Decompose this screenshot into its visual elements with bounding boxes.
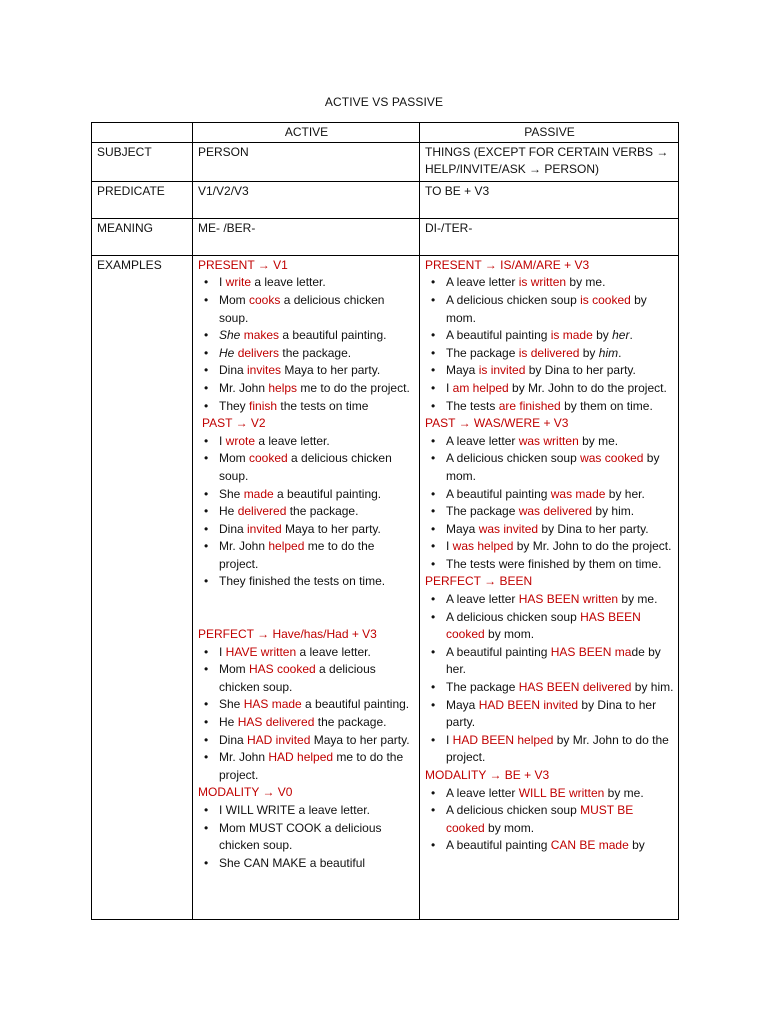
sentence-text: He [219, 715, 238, 730]
sentence-text: . [629, 328, 633, 343]
example-list [425, 591, 674, 767]
sentence-text: Maya to her party. [281, 363, 381, 378]
sentence-text: She [219, 697, 244, 712]
example-sentence [198, 820, 415, 855]
row-label: PREDICATE [92, 181, 193, 218]
sentence-text: by mom. [484, 627, 535, 642]
sentence-text: A delicious chicken soup [446, 292, 581, 307]
verb-highlight: invites [247, 363, 282, 378]
sentence-text: A delicious chicken soup [446, 803, 581, 818]
example-sentence [198, 345, 415, 363]
verb-highlight: write [225, 275, 252, 290]
example-sentence [198, 327, 415, 345]
section-heading: PERFECT → BEEN [425, 574, 533, 589]
sentence-text: A beautiful painting [446, 838, 551, 853]
active-cell: ME- /BER- [193, 218, 420, 255]
example-sentence [198, 486, 415, 504]
verb-highlight: HAVE written [225, 644, 297, 659]
sentence-text: me to do the project. [219, 539, 375, 571]
section-heading: PERFECT → Have/has/Had + V3 [198, 627, 377, 642]
examples-row [92, 255, 679, 919]
sentence-text: A leave letter [446, 785, 519, 800]
row-label: SUBJECT [92, 142, 193, 181]
sentence-text: Dina [219, 732, 248, 747]
sentence-text: a leave letter. [255, 433, 330, 448]
sentence-text: I [219, 275, 226, 290]
verb-highlight: MUST BE cooked [446, 803, 634, 835]
example-sentence [198, 398, 415, 416]
sentence-text: by mom. [446, 451, 660, 483]
verb-highlight: delivers [237, 345, 280, 360]
sentence-text: her [612, 328, 630, 343]
example-sentence [198, 362, 415, 380]
example-sentence [425, 450, 674, 485]
example-sentence [425, 521, 674, 539]
sentence-text: A leave letter [446, 433, 519, 448]
example-sentence [198, 732, 415, 750]
verb-highlight: HAS made [243, 697, 302, 712]
example-sentence [198, 573, 415, 591]
example-sentence [425, 591, 674, 609]
section-heading: MODALITY → BE + V3 [425, 768, 550, 782]
example-sentence [425, 802, 674, 837]
section-heading: PRESENT → IS/AM/ARE + V3 [425, 257, 590, 272]
verb-highlight: helped [268, 539, 305, 554]
sentence-text: The package [446, 345, 519, 360]
verb-highlight: is written [518, 275, 567, 290]
verb-highlight: makes [243, 328, 280, 343]
sentence-text: I [446, 380, 453, 395]
sentence-text: Maya to her party. [310, 732, 410, 747]
example-sentence [425, 732, 674, 767]
sentence-text: Mom MUST COOK a delicious chicken soup. [219, 820, 382, 853]
sentence-text: She [219, 328, 241, 343]
example-sentence [198, 450, 415, 485]
sentence-text: Mom [219, 662, 249, 677]
passive-cell: DI-/TER- [420, 218, 679, 255]
example-sentence [425, 503, 674, 521]
header-blank [92, 123, 193, 143]
sentence-text: by [628, 838, 645, 853]
example-list [198, 433, 415, 591]
sentence-text: a beautiful painting. [279, 328, 387, 343]
sentence-text: by mom. [484, 820, 535, 835]
passive-cell: TO BE + V3 [420, 181, 679, 218]
sentence-text: I WILL WRITE a leave letter. [219, 803, 370, 817]
sentence-text: The package [446, 504, 519, 519]
verb-highlight: made [243, 486, 274, 501]
verb-highlight: finish [249, 398, 278, 413]
example-sentence [198, 749, 415, 784]
example-sentence [425, 609, 674, 644]
sentence-text: a delicious chicken soup. [219, 662, 376, 694]
sentence-text: a leave letter. [251, 275, 326, 290]
section-heading: PAST → WAS/WERE + V3 [425, 416, 569, 431]
sentence-text: A delicious chicken soup [446, 609, 581, 624]
verb-highlight: was cooked [580, 451, 644, 466]
example-sentence [425, 486, 674, 504]
active-examples-cell [193, 255, 420, 919]
meaning-row [92, 218, 679, 255]
sentence-text: by Mr. John to do the project. [513, 539, 672, 554]
sentence-text: The tests [446, 398, 499, 413]
sentence-text: a delicious chicken soup. [219, 451, 392, 483]
sentence-text: by him. [592, 504, 635, 519]
example-sentence [425, 538, 674, 556]
example-sentence [198, 274, 415, 292]
sentence-text: A leave letter [446, 592, 519, 607]
sentence-text: Dina [219, 521, 248, 536]
sentence-text: by Dina to her party. [538, 521, 649, 536]
header-passive: PASSIVE [420, 123, 679, 143]
verb-highlight: cooked [249, 451, 288, 466]
sentence-text: by him. [631, 680, 674, 695]
sentence-text: They finished the tests on time. [219, 574, 386, 589]
sentence-text: by [592, 328, 613, 343]
example-sentence [198, 292, 415, 327]
example-list [198, 274, 415, 415]
verb-highlight: was invited [478, 521, 539, 536]
passive-cell: THINGS (EXCEPT FOR CERTAIN VERBS → HELP/INVITE/ASK → PERSON) [420, 142, 679, 181]
passive-examples-cell [420, 255, 679, 919]
sentence-text: by [579, 345, 599, 360]
sentence-text: Mr. John [219, 539, 269, 554]
verb-highlight: was written [518, 433, 579, 448]
verb-highlight: is delivered [518, 345, 580, 360]
section-heading: PAST → V2 [202, 416, 266, 431]
sentence-text: . [618, 345, 622, 360]
sentence-text: Mom [219, 292, 249, 307]
sentence-text: I [219, 644, 226, 659]
sentence-text: They [219, 398, 250, 413]
verb-highlight: HAS cooked [249, 662, 316, 677]
comparison-table [91, 122, 679, 920]
example-list [425, 785, 674, 855]
verb-highlight: HAD BEEN helped [452, 732, 554, 747]
verb-highlight: HAD BEEN invited [478, 697, 579, 712]
sentence-text: A beautiful painting [446, 486, 551, 501]
example-sentence [425, 556, 674, 574]
example-sentence [198, 661, 415, 696]
example-sentence [198, 696, 415, 714]
verb-highlight: cooks [249, 292, 281, 307]
sentence-text: me to do the project. [297, 380, 410, 395]
header-active: ACTIVE [193, 123, 420, 143]
verb-highlight: HAS BEEN cooked [446, 609, 641, 642]
verb-highlight: WILL BE written [518, 785, 605, 800]
sentence-text: Maya [446, 697, 479, 712]
verb-highlight: CAN BE made [550, 838, 629, 853]
example-list [198, 644, 415, 785]
sentence-text: the package. [279, 345, 352, 360]
sentence-text: The package [446, 680, 519, 695]
sentence-text: The tests were finished by them on time. [446, 556, 662, 571]
sentence-text: by Dina to her party. [525, 363, 636, 378]
sentence-text: by me. [618, 592, 658, 607]
example-sentence [425, 292, 674, 327]
sentence-text: by Mr. John to do the project. [508, 380, 667, 395]
sentence-text: by her. [605, 486, 645, 501]
example-list [425, 274, 674, 415]
example-sentence [198, 802, 415, 820]
verb-highlight: was delivered [518, 504, 593, 519]
document-title: ACTIVE VS PASSIVE [324, 95, 444, 109]
verb-highlight: invited [247, 521, 282, 536]
sentence-text: de by her. [446, 644, 661, 677]
row-label: MEANING [92, 218, 193, 255]
sentence-text: me to do the project. [219, 750, 404, 782]
example-list [425, 433, 674, 574]
sentence-text: I [219, 433, 226, 448]
sentence-text: by them on time. [560, 398, 653, 413]
sentence-text: I [446, 732, 453, 747]
verb-highlight: wrote [225, 433, 256, 448]
verb-highlight: is cooked [580, 292, 631, 307]
sentence-text: a delicious chicken soup. [219, 292, 385, 325]
verb-highlight: was helped [452, 539, 514, 554]
verb-highlight: was made [550, 486, 606, 501]
example-sentence [425, 345, 674, 363]
sentence-text: a leave letter. [296, 644, 371, 659]
verb-highlight: helps [268, 380, 298, 395]
example-sentence [425, 380, 674, 398]
active-cell: PERSON [193, 142, 420, 181]
example-sentence [198, 433, 415, 451]
example-sentence [198, 538, 415, 573]
example-sentence [198, 644, 415, 662]
subject-row [92, 142, 679, 181]
example-sentence [425, 433, 674, 451]
example-sentence [198, 714, 415, 732]
example-list [198, 802, 415, 872]
sentence-text: He [219, 504, 238, 519]
verb-highlight: is made [550, 328, 593, 343]
example-sentence [425, 362, 674, 380]
sentence-text: She CAN MAKE a beautiful [219, 855, 366, 870]
sentence-text: Mr. John [219, 750, 269, 765]
example-sentence [425, 274, 674, 292]
sentence-text: Mom [219, 451, 249, 466]
verb-highlight: HAS BEEN written [518, 592, 619, 607]
sentence-text: by me. [578, 433, 619, 448]
verb-highlight: are finished [498, 398, 561, 413]
verb-highlight: HAS BEEN delivered [518, 680, 632, 695]
sentence-text: She [219, 486, 244, 501]
verb-highlight: delivered [237, 504, 287, 519]
sentence-text: He [219, 345, 235, 360]
example-sentence [198, 521, 415, 539]
row-label: EXAMPLES [92, 255, 193, 919]
example-sentence [425, 837, 674, 855]
verb-highlight: HAS delivered [237, 715, 315, 730]
header-row [92, 123, 679, 143]
example-sentence [198, 855, 415, 873]
example-sentence [425, 679, 674, 697]
sentence-text: A beautiful painting [446, 328, 551, 343]
sentence-text: A delicious chicken soup [446, 451, 581, 466]
example-sentence [425, 697, 674, 732]
verb-highlight: HAS BEEN ma [550, 644, 632, 659]
example-sentence [425, 398, 674, 416]
sentence-text: the tests on time [277, 398, 369, 413]
sentence-text: by Mr. John to do the project. [446, 732, 669, 765]
sentence-text: Maya to her party. [281, 521, 381, 536]
predicate-row [92, 181, 679, 218]
example-sentence [198, 380, 415, 398]
sentence-text: the package. [286, 504, 359, 519]
example-sentence [425, 785, 674, 803]
example-sentence [425, 327, 674, 345]
sentence-text: a beautiful painting. [273, 486, 382, 501]
sentence-text: by me. [604, 785, 644, 800]
sentence-text: him [598, 345, 619, 360]
example-sentence [198, 503, 415, 521]
verb-highlight: HAD helped [268, 750, 334, 765]
sentence-text: by Dina to her party. [446, 697, 657, 730]
sentence-text: by me. [566, 275, 606, 290]
sentence-text: Maya [446, 521, 479, 536]
verb-highlight: am helped [452, 380, 509, 395]
sentence-text: the package. [314, 715, 387, 730]
verb-highlight: HAD invited [247, 732, 311, 747]
section-heading: PRESENT → V1 [198, 257, 288, 272]
sentence-text: Maya [446, 363, 479, 378]
example-sentence [425, 644, 674, 679]
sentence-text: A leave letter [446, 275, 519, 290]
verb-highlight: is invited [478, 363, 526, 378]
sentence-text: A beautiful painting [446, 644, 551, 659]
sentence-text: I [446, 539, 453, 554]
section-heading: MODALITY → V0 [198, 785, 293, 800]
sentence-text: Dina [219, 363, 248, 378]
active-cell: V1/V2/V3 [193, 181, 420, 218]
sentence-text: Mr. John [219, 380, 269, 395]
sentence-text: a beautiful painting. [301, 697, 410, 712]
sentence-text: by mom. [446, 292, 647, 325]
